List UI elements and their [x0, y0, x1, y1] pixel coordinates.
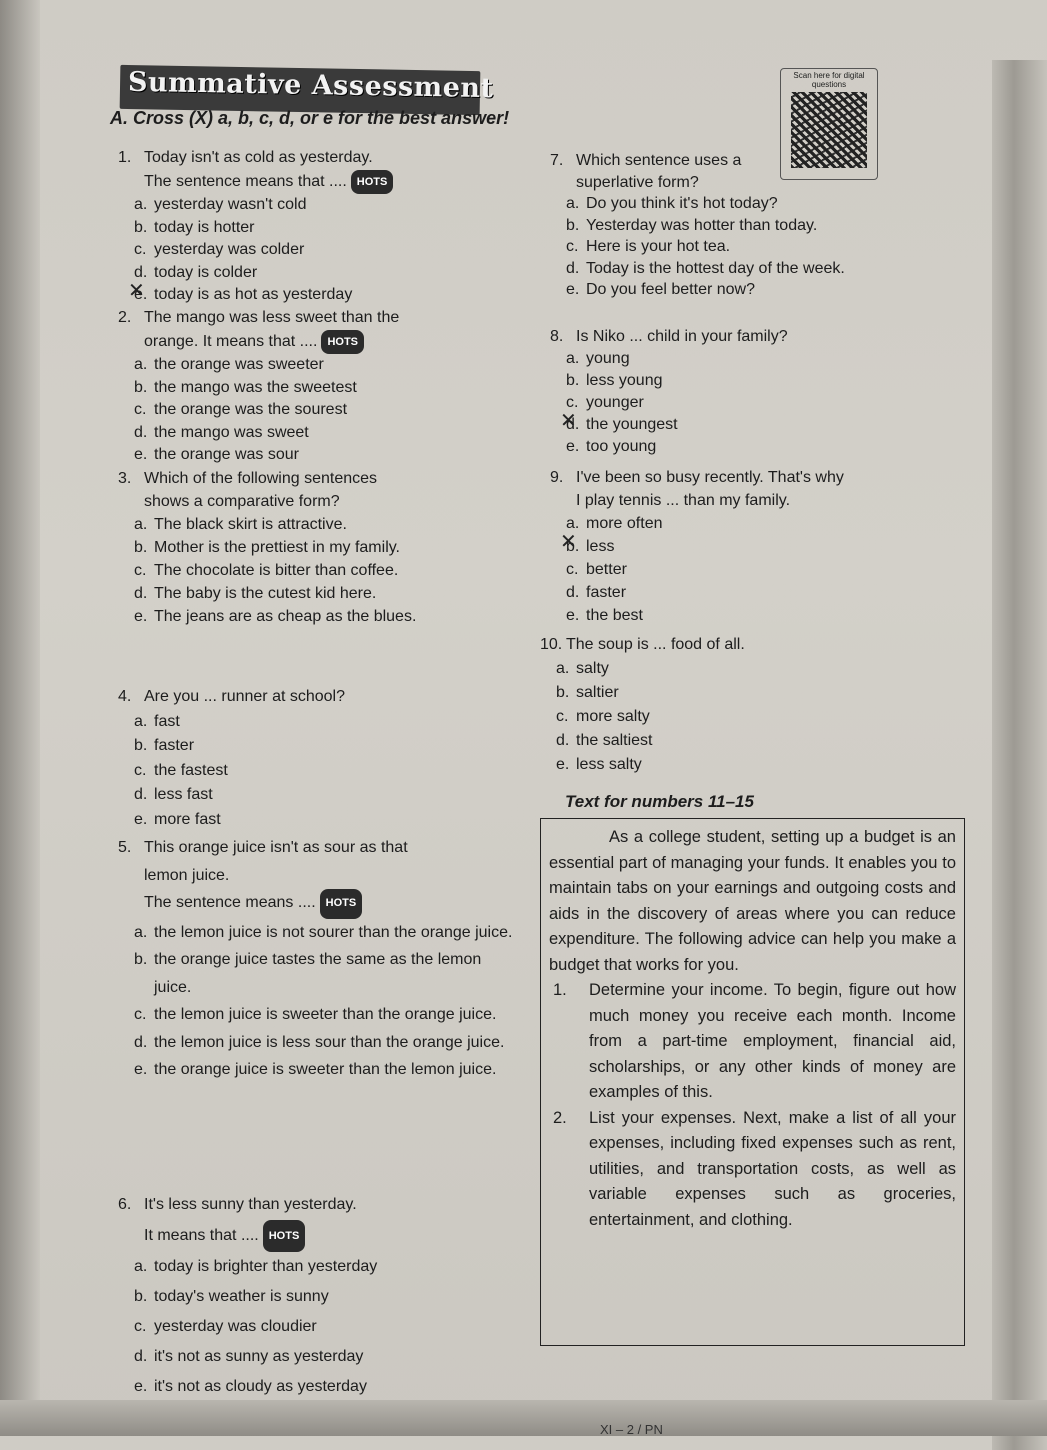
option-letter: a.: [566, 515, 580, 532]
question-stem-line: [118, 490, 498, 513]
option-text: the saltiest: [576, 732, 653, 749]
answer-option[interactable]: [118, 1282, 508, 1312]
question-stem-line: [550, 489, 920, 512]
option-text: yesterday was cloudier: [154, 1318, 317, 1335]
page-edge-right: [992, 60, 1047, 1450]
question-stem: This orange juice isn't as sour as that: [144, 839, 408, 856]
answer-option[interactable]: [118, 444, 498, 467]
option-letter: a.: [134, 516, 148, 533]
question-stem: Today isn't as cold as yesterday.: [144, 149, 373, 166]
question-stem-line: [550, 172, 880, 194]
question-10: [540, 633, 870, 777]
option-letter: e.: [134, 608, 148, 625]
option-letter: b.: [134, 378, 148, 396]
question-number: 9.: [550, 469, 564, 486]
answer-option[interactable]: [118, 422, 498, 445]
answer-option[interactable]: [118, 262, 518, 285]
option-text: less: [586, 538, 615, 555]
question-4: [118, 685, 498, 832]
option-text: better: [586, 561, 627, 578]
answer-option[interactable]: [118, 808, 498, 833]
answer-option[interactable]: [118, 1029, 513, 1057]
option-text: the orange was sour: [154, 446, 299, 463]
question-number: 1.: [118, 149, 132, 166]
answer-option[interactable]: [118, 710, 498, 735]
option-letter: e.: [134, 1061, 148, 1078]
answer-option[interactable]: [550, 258, 880, 280]
question-stem-line: [550, 326, 880, 348]
question-stem-line: [118, 170, 518, 195]
item-number: 2.: [553, 1108, 567, 1127]
option-text: The chocolate is bitter than coffee.: [154, 562, 399, 579]
answer-option[interactable]: [118, 536, 498, 559]
passage-intro: As a college student, setting up a budget is an essential part of managing your funds. It enables you to maintain tabs on your earnings and outgoing costs and aids in the discovery of areas where you can reduce expenditure. The following advice can help you make a budget that works for you.: [549, 828, 956, 974]
option-text: the orange juice is sweeter than the lemon juice.: [154, 1061, 497, 1078]
answer-option[interactable]: [118, 946, 513, 1001]
question-stem: Are you ... runner at school?: [144, 688, 345, 705]
option-text: it's not as cloudy as yesterday: [154, 1378, 367, 1395]
option-letter: b.: [134, 1288, 148, 1305]
option-text: the best: [586, 607, 643, 624]
passage-item: [549, 978, 956, 1106]
question-stem: superlative form?: [576, 173, 699, 191]
question-stem: Which of the following sentences: [144, 470, 378, 487]
option-letter: d. ✕: [566, 414, 579, 436]
option-text: Here is your hot tea.: [586, 238, 731, 255]
question-6: [118, 1190, 508, 1402]
option-text: the orange was the sourest: [154, 401, 348, 418]
option-letter: a.: [566, 350, 580, 367]
option-letter: e.: [566, 281, 580, 298]
option-letter: e.: [134, 1378, 148, 1395]
question-stem: The mango was less sweet than the: [144, 309, 400, 326]
question-stem-line: [118, 147, 518, 170]
option-text: more fast: [154, 810, 221, 828]
answer-option[interactable]: [550, 581, 920, 604]
question-stem: It means that ....: [144, 1227, 259, 1244]
option-text: more salty: [576, 708, 650, 725]
answer-option[interactable]: [540, 729, 870, 753]
question-number: 3.: [118, 470, 132, 487]
option-letter: c.: [134, 401, 147, 418]
option-text: saltier: [576, 684, 619, 701]
question-stem: orange. It means that ....: [144, 332, 318, 350]
option-letter: e. ✕: [134, 284, 147, 307]
question-stem: shows a comparative form?: [144, 493, 340, 510]
answer-option[interactable]: [550, 558, 920, 581]
option-text: The black skirt is attractive.: [154, 516, 347, 533]
section-instruction: A. Cross (X) a, b, c, d, or e for the best answer!: [110, 108, 510, 128]
option-letter: d.: [134, 585, 148, 602]
answer-option[interactable]: [118, 919, 513, 947]
question-5: [118, 834, 513, 1084]
option-letter: b.: [566, 372, 580, 389]
answer-option[interactable]: [118, 239, 518, 262]
option-text: yesterday wasn't cold: [154, 196, 307, 213]
question-9: [550, 466, 920, 627]
question-8: [550, 326, 880, 458]
answer-option[interactable]: [118, 194, 518, 217]
question-number: 6.: [118, 1196, 132, 1213]
question-stem-line: [550, 466, 920, 489]
question-stem-line: [118, 834, 513, 862]
answer-option[interactable]: [550, 370, 880, 392]
question-stem: It's less sunny than yesterday.: [144, 1196, 357, 1213]
answer-option[interactable]: [118, 734, 498, 759]
option-text: the lemon juice is not sourer than the orange juice.: [154, 923, 513, 941]
option-text: Today is the hottest day of the week.: [586, 259, 845, 277]
option-letter: a.: [134, 196, 148, 213]
option-letter: e.: [566, 438, 580, 455]
option-text: less salty: [576, 756, 642, 773]
question-stem-line: [118, 889, 513, 919]
option-text: younger: [586, 394, 644, 411]
option-text: today is as hot as yesterday: [154, 286, 353, 303]
answer-option[interactable]: [550, 392, 880, 414]
option-text: more often: [586, 515, 663, 532]
page-bottom-edge: [0, 1400, 1047, 1436]
option-letter: c.: [566, 561, 579, 578]
reading-text-title: Text for numbers 11–15: [565, 792, 754, 811]
answer-option[interactable]: [118, 377, 498, 400]
option-letter: a.: [134, 356, 148, 373]
option-letter: d.: [134, 1033, 148, 1051]
question-stem: I play tennis ... than my family.: [576, 492, 791, 509]
item-number: 1.: [553, 981, 567, 999]
question-stem: Is Niko ... child in your family?: [576, 328, 788, 345]
option-letter: e.: [134, 810, 148, 828]
item-text: List your expenses. Next, make a list of all your expenses, including fixed expenses such as rent, utilities, and transportation costs, as well as variable expenses such as groceries, entertainment, and clothing.: [589, 1108, 956, 1229]
answer-option[interactable]: [550, 436, 880, 458]
answer-option[interactable]: [118, 605, 498, 628]
option-text: faster: [586, 584, 627, 601]
question-stem: lemon juice.: [144, 866, 230, 884]
reading-passage: [540, 818, 965, 1346]
option-letter: e.: [134, 446, 148, 463]
option-text: too young: [586, 438, 657, 455]
option-letter: c.: [134, 1006, 147, 1023]
question-stem: The sentence means ....: [144, 894, 316, 911]
option-letter: b. ✕: [566, 535, 579, 558]
option-letter: b.: [134, 539, 148, 556]
answer-option[interactable]: [550, 414, 880, 436]
option-letter: d.: [566, 584, 580, 601]
option-text: the lemon juice is less sour than the orange juice.: [154, 1033, 505, 1051]
option-letter: a.: [556, 660, 570, 677]
option-text: the youngest: [586, 416, 678, 433]
question-7: [550, 150, 880, 301]
question-stem-line: [118, 1190, 508, 1220]
answer-option[interactable]: [550, 512, 920, 535]
option-text: it's not as sunny as yesterday: [154, 1348, 364, 1365]
option-letter: c.: [566, 394, 579, 411]
question-stem-line: [118, 467, 498, 490]
option-letter: c.: [134, 761, 147, 779]
option-letter: c.: [134, 562, 147, 579]
answer-option[interactable]: [550, 215, 880, 237]
option-text: the orange juice tastes the same as the lemon juice.: [154, 951, 482, 996]
question-number: 2.: [118, 309, 132, 326]
option-letter: b.: [134, 737, 148, 754]
question-stem-line: [550, 150, 880, 172]
option-text: today is colder: [154, 263, 258, 281]
option-letter: d.: [556, 732, 570, 749]
answer-option[interactable]: [118, 1342, 508, 1372]
question-stem: Which sentence uses a: [576, 152, 742, 169]
answer-option[interactable]: [118, 1001, 513, 1029]
option-text: today is brighter than yesterday: [154, 1258, 378, 1275]
question-stem-line: [118, 1220, 508, 1252]
option-letter: d.: [134, 1348, 148, 1365]
option-text: fast: [154, 712, 180, 730]
option-letter: e.: [556, 756, 570, 773]
option-text: The jeans are as cheap as the blues.: [154, 608, 417, 625]
answer-option[interactable]: [540, 657, 870, 681]
hots-badge: HOTS: [320, 889, 363, 919]
option-text: the fastest: [154, 761, 228, 779]
answer-option[interactable]: [550, 604, 920, 627]
option-text: less fast: [154, 786, 213, 803]
answer-option[interactable]: [118, 1252, 508, 1282]
answer-option[interactable]: [118, 1056, 513, 1084]
option-text: The baby is the cutest kid here.: [154, 585, 377, 602]
hots-badge: HOTS: [351, 170, 394, 195]
answer-option[interactable]: [550, 236, 880, 258]
question-stem-line: [540, 633, 870, 657]
option-text: the mango was the sweetest: [154, 378, 357, 396]
question-3: [118, 467, 498, 628]
option-letter: b.: [134, 951, 148, 968]
option-text: the lemon juice is sweeter than the orange juice.: [154, 1006, 497, 1023]
option-letter: a.: [134, 923, 148, 941]
answer-option[interactable]: [118, 582, 498, 605]
option-letter: c.: [566, 238, 579, 255]
option-letter: a.: [134, 712, 148, 730]
question-stem-line: [118, 685, 498, 710]
question-number: 4.: [118, 688, 132, 705]
option-letter: d.: [566, 259, 580, 277]
option-letter: a.: [566, 195, 580, 212]
option-letter: a.: [134, 1258, 148, 1275]
answer-option[interactable]: [118, 559, 498, 582]
answer-option[interactable]: [118, 217, 518, 240]
option-letter: b.: [134, 218, 148, 236]
answer-option[interactable]: [118, 284, 518, 307]
answer-option[interactable]: [550, 348, 880, 370]
question-stem-line: [118, 307, 498, 330]
answer-option[interactable]: [540, 753, 870, 777]
item-text: Determine your income. To begin, figure out how much money you receive each month. Income from a part-time employment, financial aid, scholarships, or any other kinds of money are examples of this.: [589, 981, 956, 1101]
option-letter: d.: [134, 263, 148, 281]
question-stem: I've been so busy recently. That's why: [576, 469, 844, 486]
question-number: 8.: [550, 328, 564, 345]
question-1: [118, 147, 518, 307]
option-letter: c.: [556, 708, 569, 725]
qr-caption: Scan here for digital questions: [793, 71, 865, 89]
passage-item: [549, 1106, 956, 1234]
option-text: the mango was sweet: [154, 423, 309, 441]
hots-badge: HOTS: [263, 1220, 306, 1252]
page-title: Summative Assessment: [127, 66, 494, 105]
answer-option[interactable]: [540, 705, 870, 729]
question-stem: The soup is ... food of all.: [566, 636, 745, 653]
answer-option[interactable]: [118, 783, 498, 808]
option-text: Do you feel better now?: [586, 281, 755, 298]
question-number: 5.: [118, 839, 132, 856]
option-text: Yesterday was hotter than today.: [586, 216, 818, 234]
option-letter: c.: [134, 1318, 147, 1335]
answer-option[interactable]: [118, 759, 498, 784]
answer-option[interactable]: [118, 1312, 508, 1342]
option-text: young: [586, 350, 630, 367]
option-text: today is hotter: [154, 218, 255, 236]
question-stem-line: [118, 862, 513, 890]
question-2: [118, 307, 498, 467]
answer-option[interactable]: [118, 354, 498, 377]
option-text: yesterday was colder: [154, 241, 305, 258]
option-text: Mother is the prettiest in my family.: [154, 539, 400, 556]
option-text: faster: [154, 737, 195, 754]
answer-option[interactable]: [550, 535, 920, 558]
answer-option[interactable]: [550, 279, 880, 301]
option-letter: b.: [566, 216, 580, 234]
answer-option[interactable]: [118, 1372, 508, 1402]
option-text: salty: [576, 660, 609, 677]
answer-option[interactable]: [118, 513, 498, 536]
question-number: 7.: [550, 152, 564, 169]
option-text: Do you think it's hot today?: [586, 195, 778, 212]
hots-badge: HOTS: [321, 330, 364, 355]
option-letter: b.: [556, 684, 570, 701]
option-text: less young: [586, 372, 663, 389]
option-letter: e.: [566, 607, 580, 624]
option-text: the orange was sweeter: [154, 356, 324, 373]
answer-option[interactable]: [550, 193, 880, 215]
question-stem: The sentence means that ....: [144, 172, 347, 190]
page-footer: XI – 2 / PN: [600, 1422, 663, 1437]
question-number: 10.: [540, 636, 563, 653]
option-letter: d.: [134, 786, 148, 803]
option-letter: c.: [134, 241, 147, 258]
question-stem-line: [118, 330, 498, 355]
page-edge-left: [0, 0, 40, 1436]
answer-option[interactable]: [118, 399, 498, 422]
option-text: today's weather is sunny: [154, 1288, 329, 1305]
option-letter: d.: [134, 423, 148, 441]
answer-option[interactable]: [540, 681, 870, 705]
